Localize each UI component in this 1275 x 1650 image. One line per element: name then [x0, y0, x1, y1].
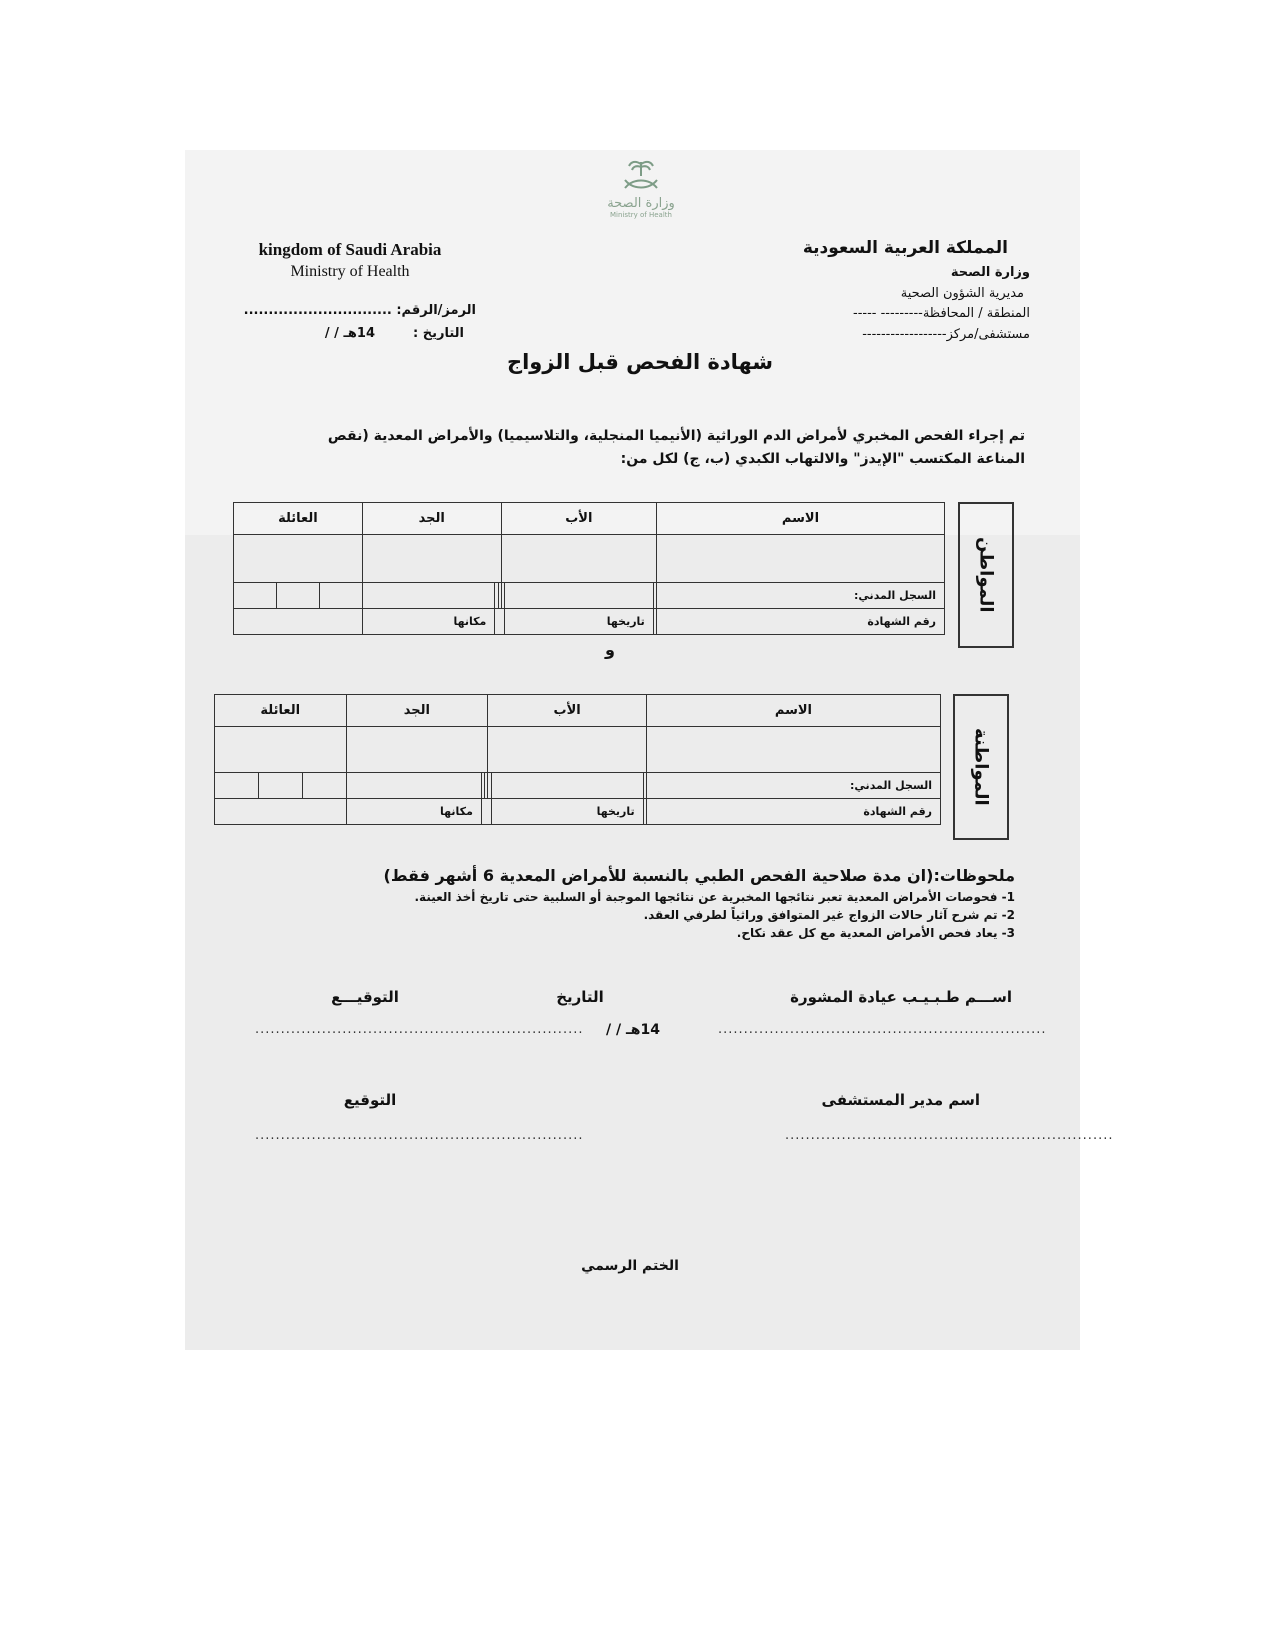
cert-number-label: رقم الشهادة [656, 609, 944, 635]
col-header-name: الاسم [656, 503, 944, 535]
and-connector: و [605, 640, 615, 659]
cert-place-input[interactable] [215, 799, 347, 825]
col-header-family: العائلة [234, 503, 363, 535]
citizen-male-label-box [958, 502, 1014, 648]
col-header-name: الاسم [646, 695, 940, 727]
director-name-line[interactable]: ................................................................ [785, 1128, 1114, 1143]
civil-record-digit[interactable] [362, 583, 495, 609]
col-header-grandfather: الجد [362, 503, 501, 535]
header-ar-directorate: مديرية الشؤون الصحية [900, 286, 1024, 301]
doctor-name-line[interactable]: ................................................................ [718, 1022, 1047, 1037]
cert-place-label: مكانها [362, 609, 495, 635]
ministry-logo [596, 158, 686, 226]
notes-list [330, 888, 1015, 942]
header-date-value: 14هـ / / [324, 326, 375, 341]
palm-swords-icon [619, 158, 663, 194]
director-signature-label: التوقيع [343, 1091, 397, 1109]
paper-fold-shadow [185, 535, 1114, 1350]
civil-record-digit[interactable] [346, 773, 481, 799]
civil-record-digit[interactable] [498, 583, 501, 609]
civil-record-digit[interactable] [302, 773, 346, 799]
civil-record-digit[interactable] [488, 773, 491, 799]
hospital-director-label: اسم مدير المستشفى [821, 1091, 980, 1109]
cert-date-label: تاريخها [491, 799, 643, 825]
header-ar-ministry: وزارة الصحة [950, 265, 1030, 280]
cert-date-input[interactable] [481, 799, 491, 825]
note-item: 3- يعاد فحص الأمراض المعدية مع كل عقد نكاح. [736, 926, 1015, 940]
logo-english-text: Ministry of Health [610, 211, 672, 219]
grandfather-input-cell[interactable] [346, 727, 488, 773]
civil-record-digit[interactable] [495, 583, 498, 609]
col-header-grandfather: الجد [346, 695, 488, 727]
logo-arabic-text: وزارة الصحة [607, 196, 675, 211]
citizen-female-label: المواطنة [970, 728, 992, 806]
note-item: 2- تم شرح آثار حالات الزواج غير المتوافق وراثياً لطرفي العقد. [643, 908, 1015, 922]
civil-record-label: السجل المدني: [646, 773, 940, 799]
intro-paragraph: تم إجراء الفحص المخبري لأمراض الدم الوراثية (الأنيميا المنجلية، والتلاسيميا) والأمراض المعدية (نقص المناعة المكتسب "الإيدز" والالتهاب الكبدي (ب، ج) لكل من: [327, 428, 1025, 467]
signature-date-label: التاريخ [556, 988, 604, 1006]
civil-record-digit[interactable] [653, 583, 656, 609]
header-ar-region-field: المنطقة / المحافظة--------- ----- [853, 306, 1030, 321]
name-input-cell[interactable] [646, 727, 940, 773]
citizen-male-label: المواطن [975, 537, 997, 613]
cert-number-label: رقم الشهادة [646, 799, 940, 825]
civil-record-digit[interactable] [504, 583, 653, 609]
col-header-father: الأب [488, 695, 647, 727]
header-ar-hospital-field: مستشفى/مركز------------------ [862, 327, 1030, 342]
civil-record-digit[interactable] [501, 583, 504, 609]
counseling-doctor-label: اســـم طـبـيـب عيادة المشورة [790, 988, 1012, 1006]
family-input-cell[interactable] [215, 727, 347, 773]
cert-date-input[interactable] [495, 609, 504, 635]
header-en-country: kingdom of Saudi Arabia [258, 240, 442, 259]
civil-record-digit[interactable] [319, 583, 362, 609]
civil-record-label: السجل المدني: [656, 583, 944, 609]
father-input-cell[interactable] [501, 535, 656, 583]
civil-record-digit[interactable] [276, 583, 319, 609]
cert-date-label: تاريخها [504, 609, 653, 635]
cert-number-input[interactable] [653, 609, 656, 635]
cert-place-label: مكانها [346, 799, 481, 825]
notes-heading: ملحوظات:(ان مدة صلاحية الفحص الطبي بالنسبة للأمراض المعدية 6 أشهر فقط) [383, 866, 1015, 885]
doctor-signature-label: التوقيـــع [331, 988, 399, 1006]
header-ar-country: المملكة العربية السعودية [802, 238, 1008, 258]
father-input-cell[interactable] [488, 727, 647, 773]
col-header-father: الأب [501, 503, 656, 535]
signature-date-value: 14هـ / / [606, 1022, 660, 1038]
reference-number-field: الرمز/الرقم: .............................. [243, 303, 476, 318]
citizen-female-label-box [953, 694, 1009, 840]
cert-place-input[interactable] [234, 609, 363, 635]
citizen-female-table [214, 694, 941, 825]
director-signature-line[interactable]: ................................................................ [255, 1128, 584, 1143]
cert-number-input[interactable] [643, 799, 646, 825]
name-input-cell[interactable] [656, 535, 944, 583]
col-header-family: العائلة [215, 695, 347, 727]
civil-record-digit[interactable] [481, 773, 484, 799]
civil-record-digit[interactable] [491, 773, 643, 799]
civil-record-digit[interactable] [215, 773, 259, 799]
header-en-ministry: Ministry of Health [290, 263, 410, 280]
civil-record-digit[interactable] [258, 773, 302, 799]
page-title: شهادة الفحص قبل الزواج [506, 350, 774, 374]
official-stamp-label: الختم الرسمي [581, 1258, 679, 1274]
civil-record-digit[interactable] [643, 773, 646, 799]
header-date-label: التاريخ : [413, 326, 464, 341]
note-item: 1- فحوصات الأمراض المعدية تعبر نتائجها المخبرية عن نتائجها الموجبة أو السلبية حتى تاريخ أخذ العينة. [414, 890, 1015, 904]
citizen-male-table [233, 502, 945, 635]
civil-record-digit[interactable] [485, 773, 488, 799]
civil-record-digit[interactable] [234, 583, 277, 609]
doctor-signature-line[interactable]: ................................................................ [255, 1022, 584, 1037]
family-input-cell[interactable] [234, 535, 363, 583]
grandfather-input-cell[interactable] [362, 535, 501, 583]
